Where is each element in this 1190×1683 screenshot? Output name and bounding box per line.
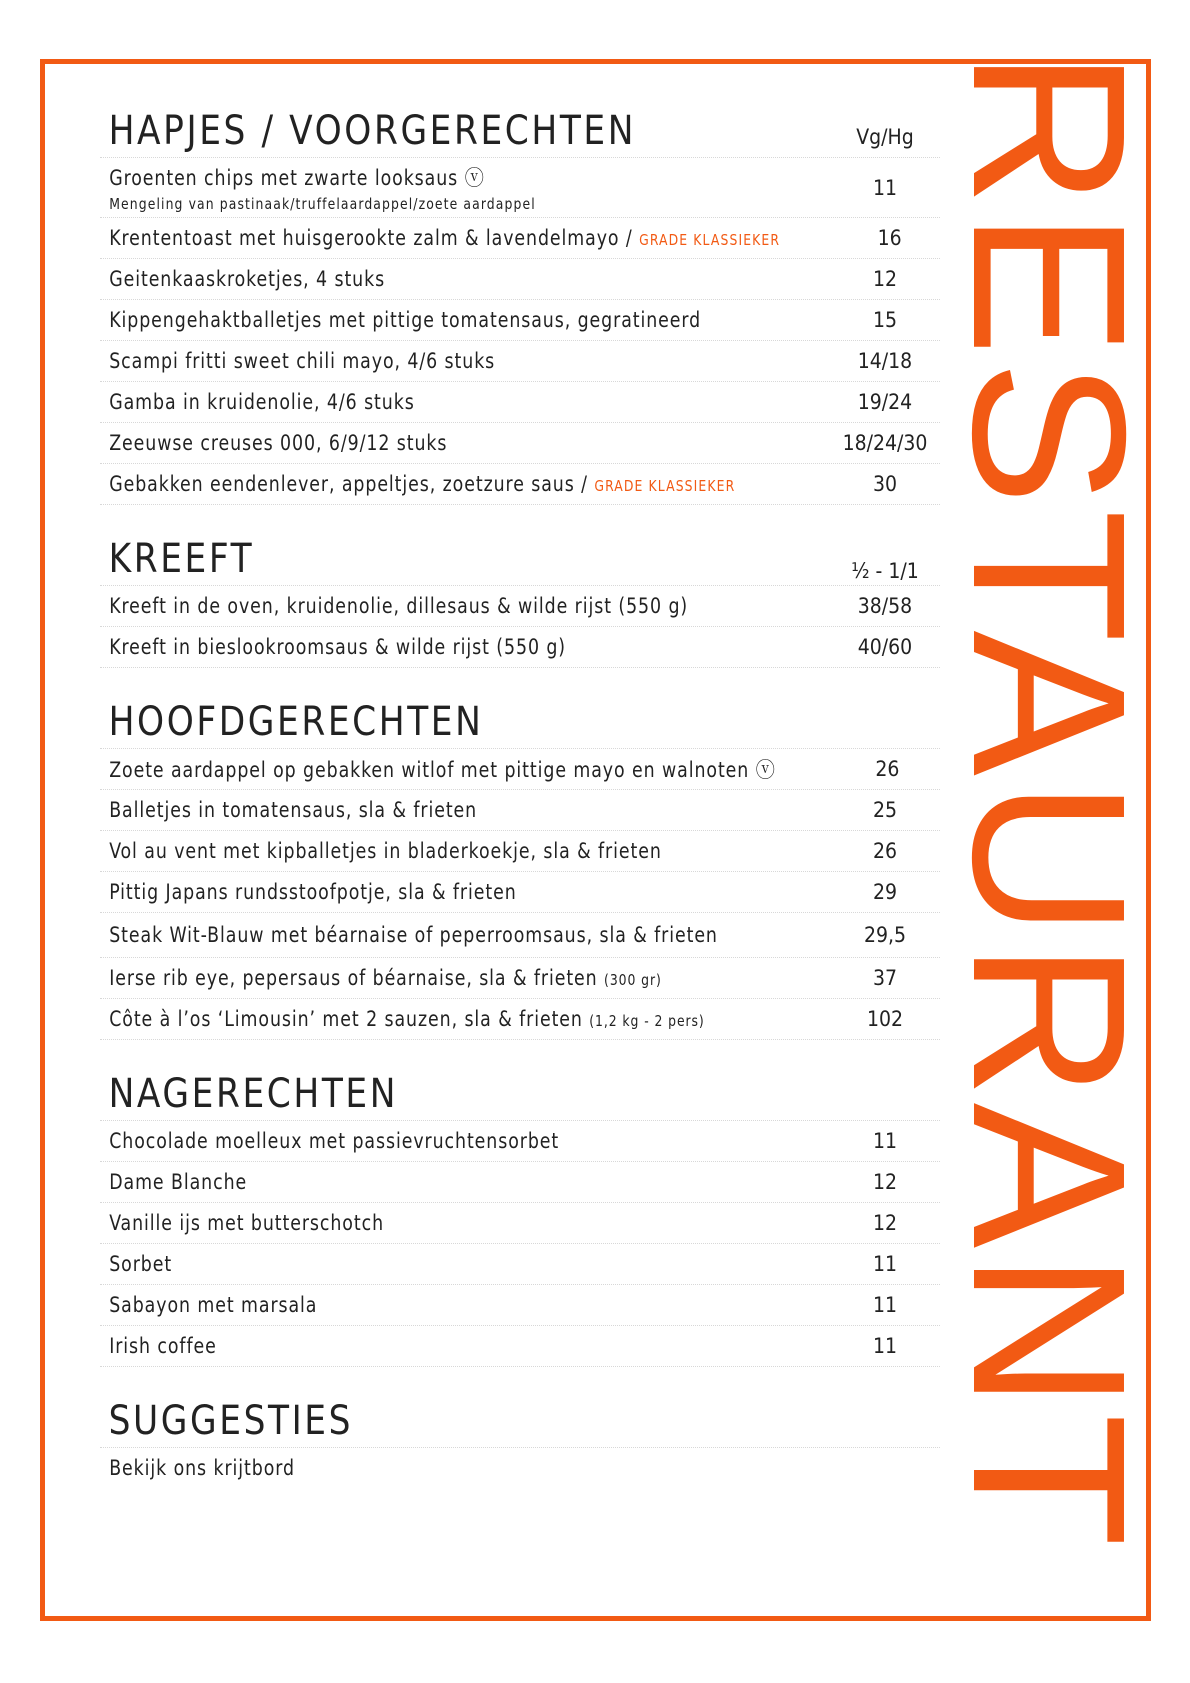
item-name: Vol au vent met kipballetjes in bladerkoekje, sla & frieten [109,839,662,863]
item-name: Kreeft in bieslookroomsaus & wilde rijst (550 g) [109,635,567,659]
item-price: 26 [875,757,900,781]
item-price: 19/24 [857,390,913,414]
section-title: HOOFDGERECHTEN [108,699,484,745]
section-header [100,1068,940,1121]
item-name: Sorbet [109,1252,173,1276]
item-name: Geitenkaaskroketjes, 4 stuks [109,267,386,291]
item-price: 12 [872,267,898,291]
item-price: 11 [872,1252,898,1276]
item-weight: (1,2 kg - 2 pers) [589,1012,705,1030]
menu-item [100,218,940,259]
item-price: 11 [872,1334,898,1358]
menu-item [100,1203,940,1244]
item-price: 102 [866,1007,904,1031]
price-header: Vg/Hg [856,125,914,149]
item-name: Chocolade moelleux met passievruchtensorbet [109,1129,560,1153]
menu-item [100,627,940,668]
menu-item [100,831,940,872]
menu-item [100,1244,940,1285]
menu-item [100,1162,940,1203]
item-price: 14/18 [857,349,913,373]
item-price: 29 [872,880,898,904]
item-name: Zeeuwse creuses 000, 6/9/12 stuks [109,431,448,455]
section-title: KREEFT [108,536,255,582]
item-name: Groenten chips met zwarte looksaus ⓥ [109,166,485,190]
item-name: Sabayon met marsala [109,1293,318,1317]
item-name: Ierse rib eye, pepersaus of béarnaise, sla & frieten [109,966,598,990]
item-price: 37 [872,966,898,990]
menu-item [100,999,940,1040]
item-name: Balletjes in tomatensaus, sla & frieten [109,798,478,822]
menu-item [100,259,940,300]
menu-item [100,464,940,505]
item-price: 38/58 [857,594,913,618]
section-hapjes [100,105,940,505]
menu-item [100,872,940,913]
menu-item [100,1448,940,1488]
section-title: HAPJES / VOORGERECHTEN [108,108,637,154]
menu-item [100,790,940,831]
item-name: Zoete aardappel op gebakken witlof met pittige mayo en walnoten ⓥ [109,758,776,782]
item-weight: (300 gr) [604,971,662,989]
item-description [100,966,662,990]
item-subtitle: Mengeling van pastinaak/truffelaardappel/zoete aardappel [109,195,536,213]
item-description [100,1007,705,1031]
item-price: 16 [877,226,902,250]
klassieker-tag: GRADE KLASSIEKER [639,231,781,249]
menu-item [100,341,940,382]
vertical-title: RESTAURANT [927,49,1170,1551]
item-name: Steak Wit-Blauw met béarnaise of peperroomsaus, sla & frieten [109,923,718,947]
menu-item [100,586,940,627]
item-price: 11 [872,175,898,200]
menu-item [100,300,940,341]
menu-item [100,158,940,218]
item-price: 12 [872,1211,898,1235]
menu-item [100,382,940,423]
item-name: Krententoast met huisgerookte zalm & lavendelmayo / [109,226,633,250]
item-name: Kreeft in de oven, kruidenolie, dillesaus & wilde rijst (550 g) [109,594,689,618]
section-title: NAGERECHTEN [108,1071,399,1117]
menu-item [100,423,940,464]
item-name: Gebakken eendenlever, appeltjes, zoetzure saus / [109,472,588,496]
menu-item [100,749,940,790]
section-nagerechten [100,1068,940,1367]
item-description [100,472,735,496]
item-name: Scampi fritti sweet chili mayo, 4/6 stuks [109,349,496,373]
item-price: 25 [872,798,898,822]
price-header: ½ - 1/1 [851,559,919,583]
item-price: 29,5 [863,923,907,947]
section-header [100,533,940,586]
section-header [100,696,940,749]
klassieker-tag: GRADE KLASSIEKER [594,477,736,495]
menu-item [100,1326,940,1367]
section-header [100,105,940,158]
item-name: Pittig Japans rundsstoofpotje, sla & frieten [109,880,517,904]
suggesties-text: Bekijk ons krijtbord [109,1456,295,1480]
item-price: 15 [872,308,898,332]
item-price: 11 [872,1129,898,1153]
vertical-title-container [927,49,1170,1551]
section-header [100,1395,940,1448]
item-name: Dame Blanche [109,1170,248,1194]
item-price: 40/60 [857,635,913,659]
menu-content [100,105,940,1488]
item-name: Irish coffee [109,1334,217,1358]
section-kreeft [100,533,940,668]
item-price: 26 [872,839,898,863]
item-price: 12 [872,1170,898,1194]
section-suggesties [100,1395,940,1488]
menu-item [100,958,940,999]
section-title: SUGGESTIES [108,1398,354,1444]
item-description [100,226,780,250]
item-name: Kippengehaktballetjes met pittige tomatensaus, gegratineerd [109,308,702,332]
item-price: 30 [872,472,898,496]
section-hoofdgerechten [100,696,940,1040]
menu-item [100,913,940,958]
menu-item [100,1121,940,1162]
item-price: 11 [872,1293,898,1317]
item-name: Vanille ijs met butterschotch [109,1211,385,1235]
item-name: Côte à l’os ‘Limousin’ met 2 sauzen, sla & frieten [109,1007,583,1031]
menu-item [100,1285,940,1326]
item-description [100,162,536,213]
item-name: Gamba in kruidenolie, 4/6 stuks [109,390,415,414]
item-price: 18/24/30 [842,431,928,455]
